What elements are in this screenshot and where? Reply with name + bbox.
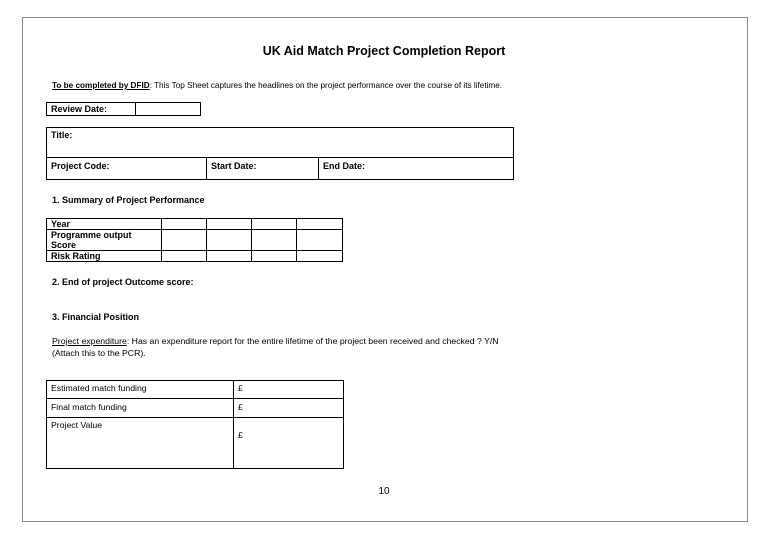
summary-cell[interactable] [207, 251, 252, 262]
performance-summary-table [46, 218, 343, 262]
summary-cell[interactable] [207, 219, 252, 230]
project-info-table [46, 127, 514, 180]
start-date-label: Start Date: [211, 161, 257, 171]
intro-body: : This Top Sheet captures the headlines on the project performance over the course of its lifetime. [149, 81, 503, 90]
start-date-field[interactable] [207, 158, 319, 180]
summary-cell[interactable] [162, 251, 207, 262]
summary-cell[interactable] [162, 219, 207, 230]
summary-cell[interactable] [252, 230, 297, 251]
review-date-label: Review Date: [47, 103, 136, 116]
project-code-label: Project Code: [51, 161, 110, 171]
summary-cell[interactable] [207, 230, 252, 251]
page-number: 10 [378, 486, 390, 497]
end-date-field[interactable] [319, 158, 514, 180]
table-row [47, 230, 343, 251]
estimated-match-funding-label: Estimated match funding [47, 381, 234, 399]
financial-table [46, 380, 344, 469]
expenditure-question [52, 336, 499, 359]
summary-cell[interactable] [162, 230, 207, 251]
summary-cell[interactable] [252, 219, 297, 230]
table-row [47, 381, 344, 399]
intro-lead: To be completed by DFID [52, 81, 150, 90]
end-date-label: End Date: [323, 161, 366, 171]
row-label-year: Year [47, 219, 162, 230]
table-row [47, 418, 344, 469]
section-3-heading: 3. Financial Position [52, 312, 140, 322]
project-value-label: Project Value [47, 418, 234, 469]
estimated-match-funding-field[interactable]: £ [234, 381, 344, 399]
review-date-table [46, 102, 201, 116]
section-2-heading: 2. End of project Outcome score: [52, 277, 194, 287]
report-title: UK Aid Match Project Completion Report [262, 44, 506, 58]
expenditure-note: (Attach this to the PCR). [52, 347, 146, 358]
final-match-funding-field[interactable]: £ [234, 399, 344, 418]
intro-text [52, 81, 502, 90]
expenditure-question-text: : Has an expenditure report for the entire lifetime of the project been received and checked ? Y/N [126, 336, 499, 346]
section-1-heading: 1. Summary of Project Performance [52, 195, 205, 205]
summary-cell[interactable] [297, 230, 343, 251]
project-title-label: Title: [51, 130, 73, 140]
project-code-field[interactable] [47, 158, 207, 180]
review-date-field[interactable] [136, 103, 201, 116]
summary-cell[interactable] [297, 219, 343, 230]
project-value-field[interactable]: £ [234, 418, 344, 469]
summary-cell[interactable] [297, 251, 343, 262]
project-title-field[interactable] [47, 128, 514, 158]
table-row [47, 219, 343, 230]
summary-cell[interactable] [252, 251, 297, 262]
table-row [47, 399, 344, 418]
project-expenditure-link[interactable]: Project expenditure [52, 336, 127, 346]
row-label-output-score: Programme output Score [47, 230, 162, 251]
final-match-funding-label: Final match funding [47, 399, 234, 418]
table-row [47, 251, 343, 262]
row-label-risk-rating: Risk Rating [47, 251, 162, 262]
